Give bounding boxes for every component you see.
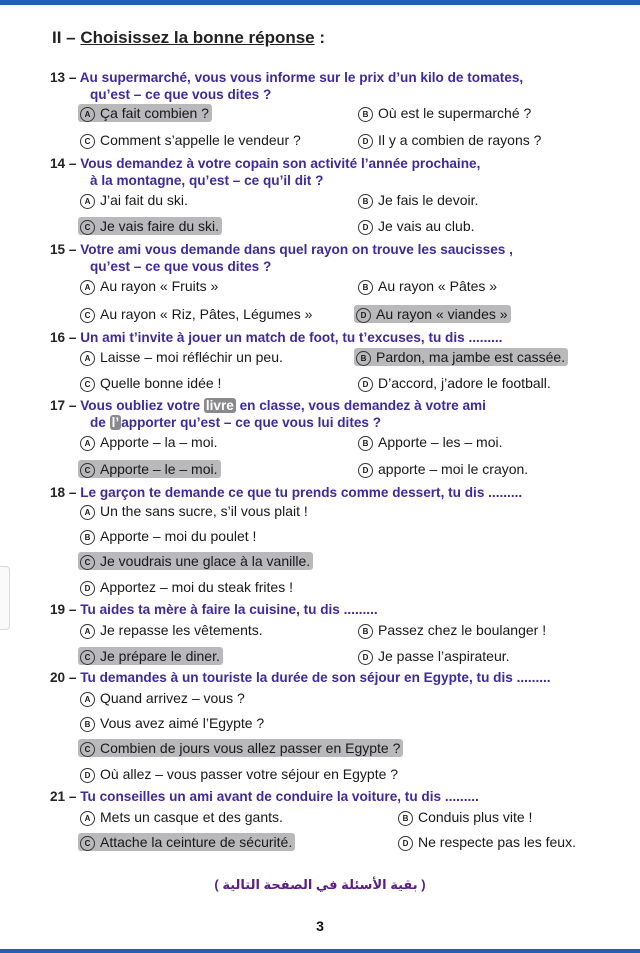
option-letter-icon: A [80, 280, 95, 295]
q20-option-d[interactable]: D Où allez – vous passer votre séjour en Egypte ? [80, 765, 398, 783]
option-letter-icon: A [80, 505, 95, 520]
option-letter-icon: B [398, 811, 413, 826]
q15-option-d[interactable]: D Au rayon « viandes » [354, 305, 511, 323]
q19-option-b[interactable]: B Passez chez le boulanger ! [358, 621, 546, 639]
q14-option-a[interactable]: A J’ai fait du ski. [80, 191, 188, 209]
section-number: II – [52, 28, 81, 47]
q20-option-b[interactable]: B Vous avez aimé l’Egypte ? [80, 714, 264, 732]
q21-option-a[interactable]: A Mets un casque et des gants. [80, 808, 283, 826]
option-letter-icon: D [356, 308, 371, 323]
option-letter-icon: A [80, 436, 95, 451]
q14-option-b[interactable]: B Je fais le devoir. [358, 191, 478, 209]
option-letter-icon: C [80, 836, 95, 851]
q16-option-c[interactable]: C Quelle bonne idée ! [80, 374, 221, 392]
q14-option-d[interactable]: D Je vais au club. [358, 217, 475, 235]
option-letter-icon: A [80, 624, 95, 639]
option-letter-icon: A [80, 107, 95, 122]
option-letter-icon: A [80, 811, 95, 826]
footer-note: ( بقية الأسئلة في الصفحة التالية ) [214, 877, 426, 892]
option-letter-icon: B [358, 194, 373, 209]
q21-option-b[interactable]: B Conduis plus vite ! [398, 808, 532, 826]
q14-option-c[interactable]: C Je vais faire du ski. [78, 217, 222, 235]
option-letter-icon: D [80, 768, 95, 783]
bottom-border [0, 949, 640, 953]
question-20: 20 – Tu demandes à un touriste la durée de son séjour en Egypte, tu dis ......... [50, 670, 551, 685]
question-14: 14 – Vous demandez à votre copain son activité l’année prochaine, à la montagne, qu’est – ce qu’il dit ? [50, 156, 481, 188]
section-colon: : [314, 28, 326, 47]
q19-option-a[interactable]: A Je repasse les vêtements. [80, 621, 263, 639]
option-letter-icon: A [80, 194, 95, 209]
option-letter-icon: D [358, 650, 373, 665]
q18-option-a[interactable]: A Un the sans sucre, s’il vous plait ! [80, 502, 308, 520]
q17-option-d[interactable]: D apporte – moi le crayon. [358, 460, 528, 478]
top-border [0, 0, 640, 5]
option-letter-icon: D [80, 581, 95, 596]
option-letter-icon: B [358, 436, 373, 451]
q17-option-c[interactable]: C Apporte – le – moi. [78, 460, 221, 478]
question-18: 18 – Le garçon te demande ce que tu prends comme dessert, tu dis ......... [50, 485, 523, 500]
option-letter-icon: C [80, 134, 95, 149]
q13-option-c[interactable]: C Comment s’appelle le vendeur ? [80, 131, 301, 149]
option-letter-icon: B [358, 624, 373, 639]
option-letter-icon: B [358, 280, 373, 295]
option-letter-icon: C [80, 463, 95, 478]
option-letter-icon: C [80, 220, 95, 235]
option-letter-icon: D [358, 134, 373, 149]
option-letter-icon: D [358, 377, 373, 392]
q18-option-c[interactable]: C Je voudrais une glace à la vanille. [78, 552, 313, 570]
page-edge-tab [0, 566, 10, 630]
option-letter-icon: A [80, 351, 95, 366]
q16-option-b[interactable]: B Pardon, ma jambe est cassée. [354, 348, 568, 366]
option-letter-icon: D [358, 220, 373, 235]
highlighted-pronoun: l’ [111, 415, 120, 430]
q16-option-d[interactable]: D D’accord, j’adore le football. [358, 374, 551, 392]
highlighted-word: livre [205, 398, 234, 413]
option-letter-icon: C [80, 742, 95, 757]
q13-option-d[interactable]: D Il y a combien de rayons ? [358, 131, 541, 149]
option-letter-icon: B [356, 351, 371, 366]
q20-option-c[interactable]: C Combien de jours vous allez passer en Egypte ? [78, 739, 403, 757]
question-16: 16 – Un ami t’invite à jouer un match de foot, tu t’excuses, tu dis ......... [50, 330, 503, 345]
q17-option-a[interactable]: A Apporte – la – moi. [80, 433, 218, 451]
q18-option-d[interactable]: D Apportez – moi du steak frites ! [80, 578, 293, 596]
section-title [52, 28, 325, 48]
q15-option-c[interactable]: C Au rayon « Riz, Pâtes, Légumes » [80, 305, 312, 323]
q21-option-d[interactable]: D Ne respecte pas les feux. [398, 833, 576, 851]
q15-option-b[interactable]: B Au rayon « Pâtes » [358, 277, 497, 295]
question-17: 17 – Vous oubliez votre livre en classe, vous demandez à votre ami de l’ apporter qu’est – ce que vous lui dites ? [50, 398, 486, 430]
q13-option-b[interactable]: B Où est le supermarché ? [358, 104, 531, 122]
option-letter-icon: C [80, 555, 95, 570]
q13-option-a[interactable]: A Ça fait combien ? [78, 104, 212, 122]
q17-option-b[interactable]: B Apporte – les – moi. [358, 433, 503, 451]
q15-option-a[interactable]: A Au rayon « Fruits » [80, 277, 218, 295]
q19-option-c[interactable]: C Je prépare le diner. [78, 647, 223, 665]
q18-option-b[interactable]: B Apporte – moi du poulet ! [80, 527, 256, 545]
section-title-text: Choisissez la bonne réponse [80, 28, 315, 47]
option-letter-icon: C [80, 308, 95, 323]
page-number: 3 [316, 918, 324, 934]
option-letter-icon: B [358, 107, 373, 122]
option-letter-icon: B [80, 717, 95, 732]
question-15: 15 – Votre ami vous demande dans quel rayon on trouve les saucisses , qu’est – ce que vous dites ? [50, 242, 513, 274]
question-13: 13 – Au supermarché, vous vous informe sur le prix d’un kilo de tomates, qu’est – ce que vous dites ? [50, 70, 524, 102]
q19-option-d[interactable]: D Je passe l’aspirateur. [358, 647, 510, 665]
question-21: 21 – Tu conseilles un ami avant de conduire la voiture, tu dis ......... [50, 789, 479, 804]
q21-option-c[interactable]: C Attache la ceinture de sécurité. [78, 833, 295, 851]
option-letter-icon: C [80, 650, 95, 665]
q20-option-a[interactable]: A Quand arrivez – vous ? [80, 689, 245, 707]
q16-option-a[interactable]: A Laisse – moi réfléchir un peu. [80, 348, 283, 366]
option-letter-icon: B [80, 530, 95, 545]
option-letter-icon: C [80, 377, 95, 392]
option-letter-icon: D [358, 463, 373, 478]
question-19: 19 – Tu aides ta mère à faire la cuisine, tu dis ......... [50, 602, 378, 617]
option-letter-icon: A [80, 692, 95, 707]
option-letter-icon: D [398, 836, 413, 851]
